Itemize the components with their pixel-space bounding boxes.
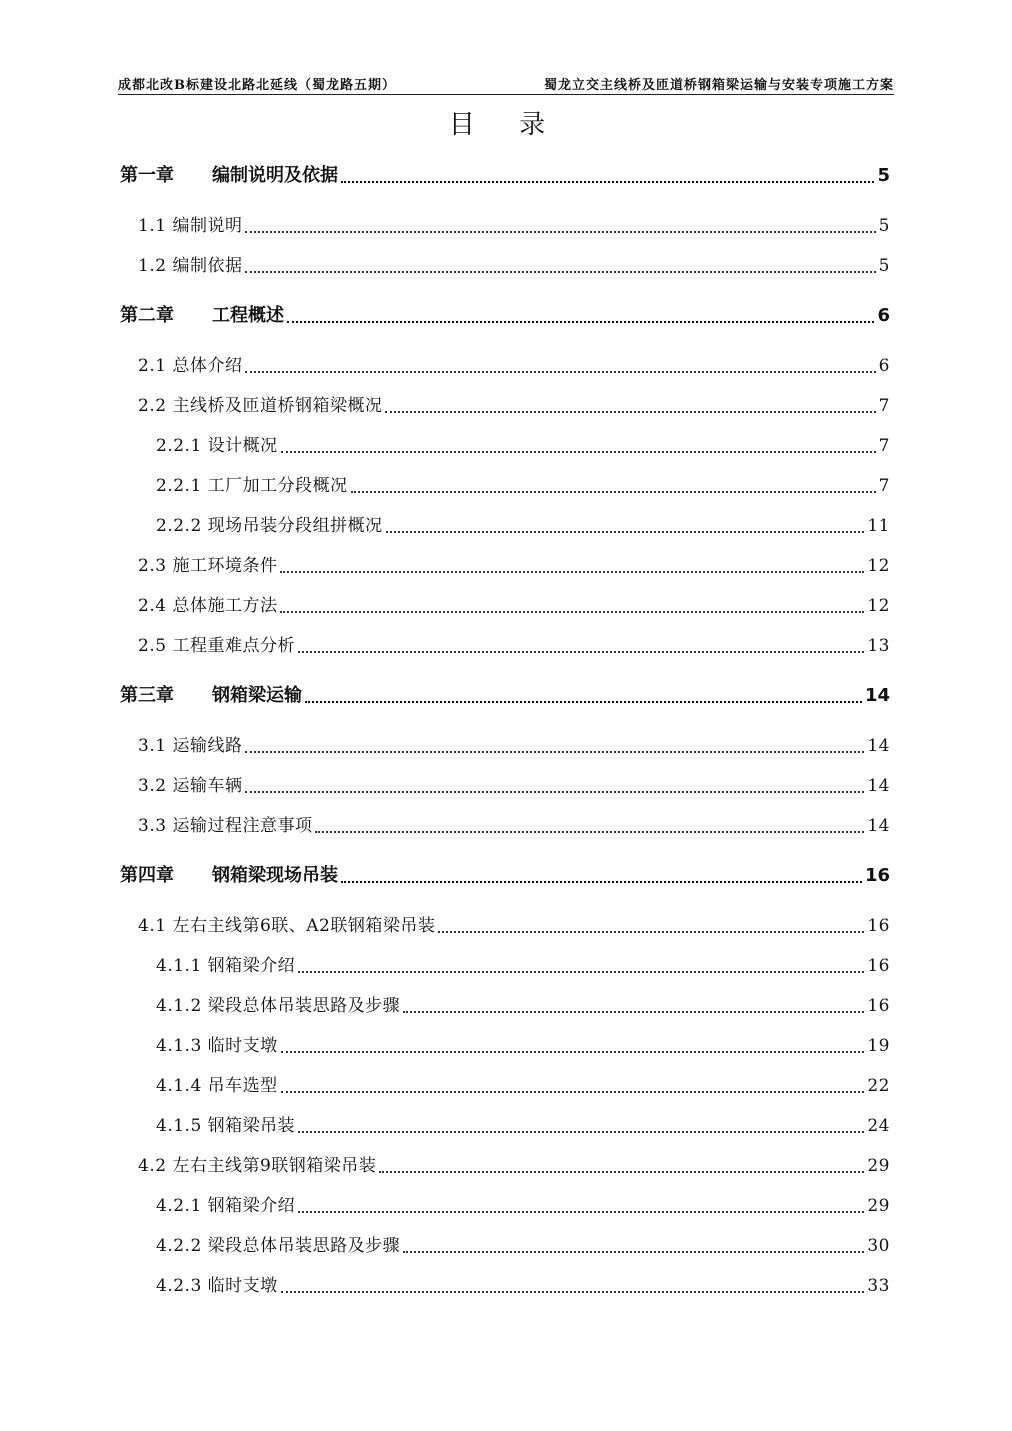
- toc-entry-label: [120, 682, 302, 710]
- toc-section-entry[interactable]: [138, 252, 890, 280]
- toc-entry-label: 4.2.1 钢箱梁介绍: [156, 1196, 296, 1216]
- toc-section-entry[interactable]: [138, 552, 890, 580]
- toc-dot-leader: [281, 1290, 865, 1293]
- toc-entry-label: 1.1 编制说明: [138, 216, 243, 236]
- toc-entry-label: 2.2.1 设计概况: [156, 436, 278, 456]
- running-header: [118, 70, 894, 95]
- toc-dot-leader: [305, 700, 862, 703]
- toc-chapter-entry[interactable]: [120, 302, 890, 330]
- toc-entry-label: 1.2 编制依据: [138, 256, 243, 276]
- toc-chapter-title: 钢箱梁运输: [212, 685, 302, 706]
- toc-page-number: 14: [864, 685, 890, 706]
- toc-section-entry[interactable]: [156, 1112, 890, 1140]
- toc-entry-label: 4.1.2 梁段总体吊装思路及步骤: [156, 996, 401, 1016]
- toc-section-entry[interactable]: [156, 472, 890, 500]
- toc-page-number: 30: [867, 1236, 890, 1256]
- toc-dot-leader: [341, 880, 862, 883]
- toc-dot-leader: [379, 1170, 864, 1173]
- toc-entry-label: 2.2 主线桥及匝道桥钢箱梁概况: [138, 396, 383, 416]
- toc-section-entry[interactable]: [156, 1032, 890, 1060]
- toc-entry-label: [120, 162, 338, 190]
- toc-entry-label: 4.1.3 临时支墩: [156, 1036, 278, 1056]
- page-title: 目 录: [448, 110, 564, 140]
- toc-entry-label: 3.1 运输线路: [138, 736, 243, 756]
- toc-page-number: 29: [867, 1196, 890, 1216]
- toc-entry-label: 2.2.1 工厂加工分段概况: [156, 476, 348, 496]
- toc-chapter-number: 第一章: [120, 165, 174, 186]
- toc-chapter-entry[interactable]: [120, 862, 890, 890]
- toc-dot-leader: [280, 610, 864, 613]
- toc-page-number: 33: [867, 1276, 890, 1296]
- toc-dot-leader: [245, 790, 864, 793]
- toc-dot-leader: [280, 570, 864, 573]
- toc-entry-label: 4.2 左右主线第9联钢箱梁吊装: [138, 1156, 377, 1176]
- toc-dot-leader: [287, 320, 874, 323]
- toc-section-entry[interactable]: [156, 1072, 890, 1100]
- toc-page-number: 13: [867, 636, 890, 656]
- toc-page-number: 6: [877, 305, 890, 326]
- toc-section-entry[interactable]: [138, 352, 890, 380]
- toc-section-entry[interactable]: [138, 632, 890, 660]
- toc-chapter-number: 第二章: [120, 305, 174, 326]
- toc-entry-label: 2.3 施工环境条件: [138, 556, 278, 576]
- toc-dot-leader: [298, 650, 864, 653]
- toc-page-number: 5: [878, 256, 890, 276]
- toc-page-number: 16: [867, 956, 890, 976]
- toc-section-entry[interactable]: [156, 1192, 890, 1220]
- toc-section-entry[interactable]: [156, 1272, 890, 1300]
- toc-section-entry[interactable]: [138, 772, 890, 800]
- toc-page-number: 29: [867, 1156, 890, 1176]
- toc-chapter-entry[interactable]: [120, 162, 890, 190]
- toc-entry-label: 4.1.4 吊车选型: [156, 1076, 278, 1096]
- toc-entry-label: [120, 862, 338, 890]
- toc-dot-leader: [386, 530, 865, 533]
- toc-section-entry[interactable]: [138, 212, 890, 240]
- toc-section-entry[interactable]: [156, 992, 890, 1020]
- toc-section-entry[interactable]: [138, 392, 890, 420]
- toc-chapter-number: 第三章: [120, 685, 174, 706]
- toc-page-number: 14: [867, 776, 890, 796]
- toc-section-entry[interactable]: [156, 432, 890, 460]
- toc-section-entry[interactable]: [156, 512, 890, 540]
- toc-dot-leader: [245, 370, 875, 373]
- toc-dot-leader: [403, 1250, 864, 1253]
- toc-page-number: 11: [867, 516, 890, 536]
- toc-chapter-title: 工程概述: [212, 305, 284, 326]
- toc-dot-leader: [351, 490, 876, 493]
- toc-entry-label: 3.2 运输车辆: [138, 776, 243, 796]
- toc-page-number: 14: [867, 816, 890, 836]
- toc-chapter-title: 编制说明及依据: [212, 165, 338, 186]
- toc-section-entry[interactable]: [138, 592, 890, 620]
- toc-entry-label: 4.2.3 临时支墩: [156, 1276, 278, 1296]
- toc-page-number: 16: [867, 996, 890, 1016]
- toc-dot-leader: [281, 1050, 865, 1053]
- toc-section-entry[interactable]: [138, 732, 890, 760]
- header-document-name: 蜀龙立交主线桥及匝道桥钢箱梁运输与安装专项施工方案: [543, 78, 894, 93]
- toc-entry-label: 4.2.2 梁段总体吊装思路及步骤: [156, 1236, 401, 1256]
- toc-entry-label: 2.2.2 现场吊装分段组拼概况: [156, 516, 383, 536]
- toc-section-entry[interactable]: [138, 912, 890, 940]
- toc-page-number: 7: [878, 436, 890, 456]
- toc-page-number: 16: [864, 865, 890, 886]
- toc-page-number: 6: [878, 356, 890, 376]
- toc-dot-leader: [298, 970, 864, 973]
- toc-chapter-entry[interactable]: [120, 682, 890, 710]
- toc-entry-label: 4.1.1 钢箱梁介绍: [156, 956, 296, 976]
- toc-entry-label: 3.3 运输过程注意事项: [138, 816, 313, 836]
- toc-page-number: 7: [878, 396, 890, 416]
- toc-chapter-title: 钢箱梁现场吊装: [212, 865, 338, 886]
- toc-dot-leader: [281, 450, 876, 453]
- toc-dot-leader: [385, 410, 875, 413]
- toc-page-number: 12: [867, 556, 890, 576]
- toc-page-number: 7: [878, 476, 890, 496]
- toc-dot-leader: [298, 1130, 864, 1133]
- toc-dot-leader: [281, 1090, 865, 1093]
- toc-page-number: 16: [867, 916, 890, 936]
- toc-dot-leader: [245, 270, 875, 273]
- toc-page-number: 24: [867, 1116, 890, 1136]
- toc-section-entry[interactable]: [138, 1152, 890, 1180]
- toc-page-number: 5: [878, 216, 890, 236]
- toc-entry-label: 2.5 工程重难点分析: [138, 636, 295, 656]
- toc-entry-label: 4.1 左右主线第6联、A2联钢箱梁吊装: [138, 916, 436, 936]
- header-project-name: 成都北改B标建设北路北延线（蜀龙路五期）: [118, 78, 396, 93]
- toc-entry-label: [120, 302, 284, 330]
- toc-page-number: 19: [867, 1036, 890, 1056]
- toc-dot-leader: [245, 230, 875, 233]
- toc-section-entry[interactable]: [156, 952, 890, 980]
- toc-page-number: 14: [867, 736, 890, 756]
- toc-section-entry[interactable]: [156, 1232, 890, 1260]
- toc-dot-leader: [403, 1010, 864, 1013]
- toc-dot-leader: [438, 930, 864, 933]
- toc-dot-leader: [298, 1210, 864, 1213]
- toc-dot-leader: [341, 180, 874, 183]
- toc-dot-leader: [315, 830, 864, 833]
- toc-entry-label: 2.1 总体介绍: [138, 356, 243, 376]
- toc-page-number: 12: [867, 596, 890, 616]
- toc-section-entry[interactable]: [138, 812, 890, 840]
- toc-page-number: 22: [867, 1076, 890, 1096]
- toc-chapter-number: 第四章: [120, 865, 174, 886]
- toc-entry-label: 2.4 总体施工方法: [138, 596, 278, 616]
- toc-dot-leader: [245, 750, 864, 753]
- toc-entry-label: 4.1.5 钢箱梁吊装: [156, 1116, 296, 1136]
- toc-page-number: 5: [877, 165, 890, 186]
